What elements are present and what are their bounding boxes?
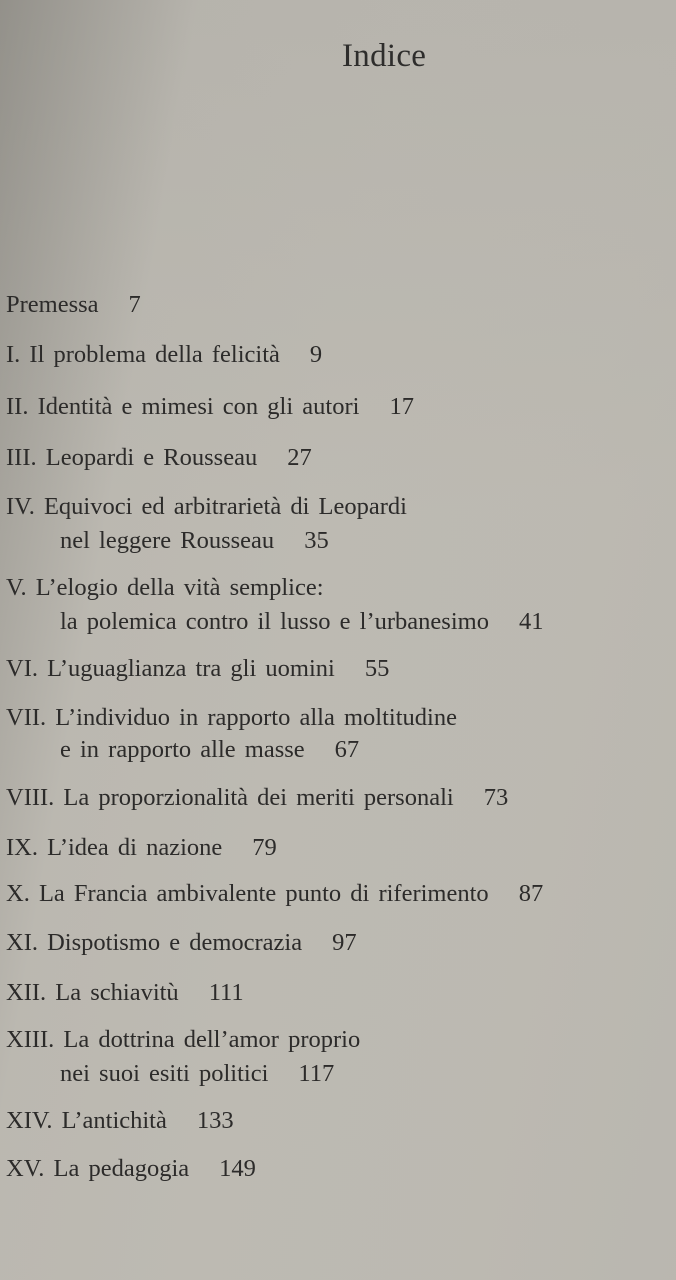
entry-numeral: V.: [6, 574, 27, 601]
entry-title: La Francia ambivalente punto di riferimento: [38, 880, 489, 907]
toc-entry: [6, 290, 141, 320]
entry-title: La dottrina dell’amor proprio: [63, 1026, 361, 1053]
entry-numeral: IV.: [6, 493, 35, 520]
toc-entry: [6, 879, 543, 909]
entry-page-number: 27: [287, 444, 312, 471]
entry-page-number: 111: [208, 979, 244, 1006]
entry-title: Il problema della felicità: [29, 341, 280, 368]
entry-page-number: 17: [389, 393, 414, 420]
entry-numeral: XII.: [6, 979, 47, 1006]
entry-numeral: VII.: [6, 704, 47, 731]
toc-entry: [6, 1025, 360, 1089]
toc-entry: [6, 928, 357, 958]
toc-entry: [6, 703, 457, 765]
entry-title: L’antichità: [61, 1107, 167, 1134]
entry-page-number: 149: [219, 1155, 256, 1182]
entry-page-number: 87: [518, 880, 544, 907]
entry-numeral: XIII.: [6, 1026, 55, 1053]
entry-title-continued: e in rapporto alle masse: [60, 736, 305, 763]
toc-entry: [6, 573, 543, 637]
entry-page-number: 67: [334, 736, 360, 763]
entry-numeral: IX.: [6, 834, 38, 861]
entry-title-continued: nel leggere Rousseau: [60, 527, 275, 554]
entry-page-number: 97: [332, 929, 357, 956]
entry-numeral: I.: [6, 341, 21, 368]
page-title: Indice: [342, 38, 427, 74]
toc-entry: [6, 833, 277, 863]
entry-page-number: 79: [252, 834, 277, 861]
entry-title: L’idea di nazione: [47, 834, 223, 861]
toc-entry: [6, 1154, 256, 1184]
entry-page-number: 7: [128, 291, 141, 318]
entry-numeral: II.: [6, 393, 29, 420]
entry-title: Identità e mimesi con gli autori: [37, 393, 360, 420]
entry-title: Dispotismo e democrazia: [47, 929, 303, 956]
entry-numeral: XIV.: [6, 1107, 53, 1134]
toc-entry: [6, 392, 414, 422]
entry-page-number: 9: [309, 341, 323, 368]
entry-title: L’individuo in rapporto alla moltitudine: [55, 704, 457, 731]
entry-title-continued: nei suoi esiti politici: [60, 1060, 269, 1087]
toc-entry: [6, 492, 407, 556]
entry-title: La pedagogia: [53, 1155, 190, 1182]
entry-page-number: 55: [364, 655, 390, 682]
entry-numeral: X.: [6, 880, 30, 907]
entry-page-number: 133: [196, 1107, 234, 1134]
entry-numeral: VI.: [6, 655, 38, 682]
entry-numeral: XV.: [6, 1155, 45, 1182]
entry-title: Equivoci ed arbitrarietà di Leopardi: [43, 493, 407, 520]
entry-page-number: 35: [304, 527, 329, 554]
entry-title: La proporzionalità dei meriti personali: [63, 784, 454, 811]
entry-numeral: XI.: [6, 929, 38, 956]
entry-page-number: 41: [518, 608, 544, 635]
toc-entry: [6, 783, 508, 813]
entry-page-number: 73: [483, 784, 509, 811]
toc-entry: [6, 340, 322, 370]
toc-entry: [6, 1106, 234, 1136]
entry-title-continued: la polemica contro il lusso e l’urbanesimo: [60, 608, 489, 635]
toc-entry: [6, 654, 389, 684]
entry-title: Leopardi e Rousseau: [45, 444, 258, 471]
toc-entry: [6, 443, 312, 473]
entry-title: L’uguaglianza tra gli uomini: [47, 655, 335, 682]
toc-entry: [6, 978, 244, 1008]
entry-numeral: VIII.: [6, 784, 55, 811]
entry-page-number: 117: [298, 1060, 335, 1087]
entry-title: Premessa: [6, 291, 99, 318]
entry-title: La schiavitù: [55, 979, 179, 1006]
entry-numeral: III.: [6, 444, 37, 471]
entry-title: L’elogio della vità semplice:: [35, 574, 324, 601]
